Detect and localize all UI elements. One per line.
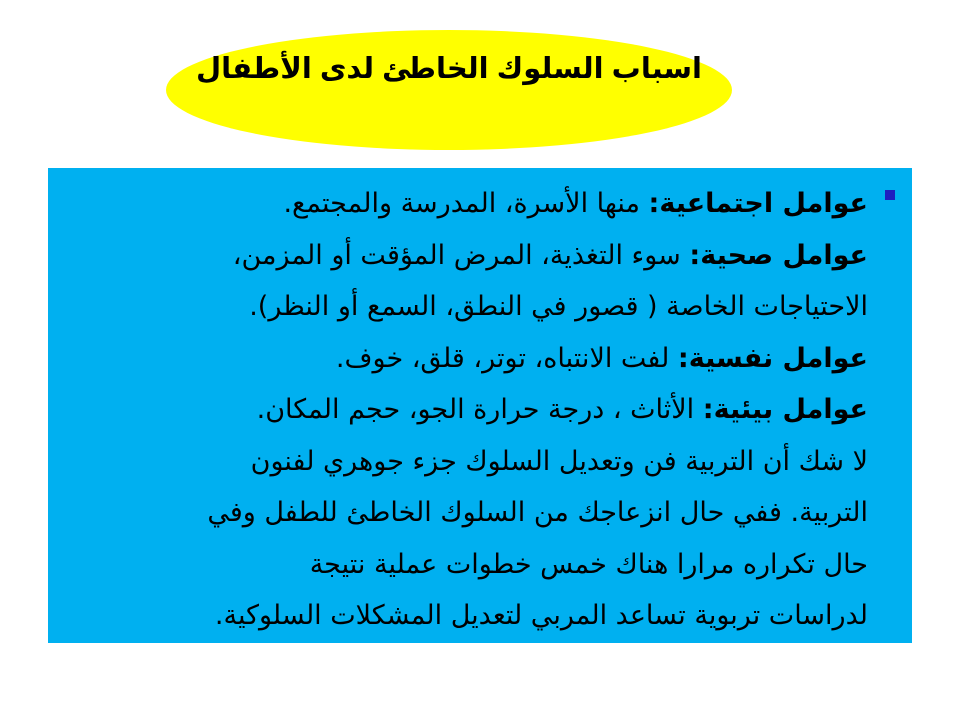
health-factors-text: سوء التغذية، المرض المؤقت أو المزمن، [232, 239, 690, 271]
paragraph-line-1: لا شك أن التربية فن وتعديل السلوك جزء جوهري لفنون [250, 445, 868, 477]
social-factors-label: عوامل اجتماعية: [648, 188, 868, 219]
health-factors-continuation: الاحتياجات الخاصة ( قصور في النطق، السمع أو النظر). [249, 291, 868, 322]
psych-factors-label: عوامل نفسية: [677, 342, 868, 374]
paragraph-line-3: حال تكراره مرارا هناك خمس خطوات عملية نتيجة [309, 548, 868, 580]
social-factors-line [78, 178, 868, 230]
env-factors-line [78, 384, 868, 436]
square-bullet-icon [885, 190, 895, 200]
paragraph-line-4: لدراسات تربوية تساعد المربي لتعديل المشكلات السلوكية. [214, 600, 868, 631]
paragraph-line-2: التربية. ففي حال انزعاجك من السلوك الخاطئ للطفل وفي [207, 497, 868, 528]
env-factors-label: عوامل بيئية: [702, 394, 868, 425]
slide-title: اسباب السلوك الخاطئ لدى الأطفال [196, 53, 702, 85]
content-text [78, 178, 868, 642]
psych-factors-text: لفت الانتباه، توتر، قلق، خوف. [335, 342, 678, 374]
health-factors-label: عوامل صحية: [689, 239, 868, 271]
psych-factors-line [78, 333, 868, 385]
health-factors-line [78, 230, 868, 282]
social-factors-text: منها الأسرة، المدرسة والمجتمع. [283, 188, 649, 219]
env-factors-text: الأثاث ، درجة حرارة الجو، حجم المكان. [256, 394, 703, 425]
content-box [48, 168, 912, 643]
